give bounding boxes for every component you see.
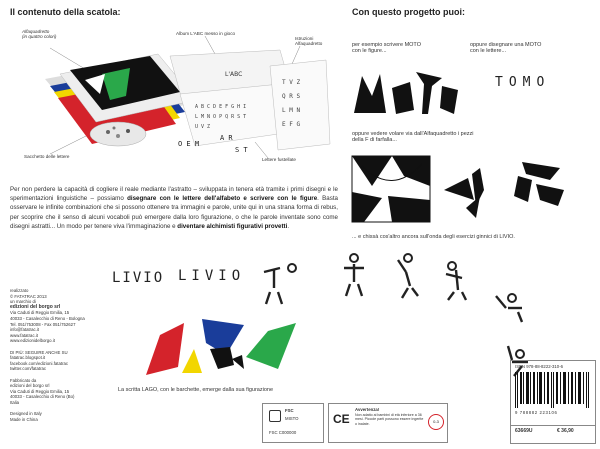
ce-warning-text: Non adatto ai bambini di età inferiore a 36 mesi. Piccole parti possono essere ingerite o inalate.	[355, 413, 424, 426]
publisher-info-line: © FATATRAC 2013	[10, 293, 47, 299]
publisher-info-line: Italia	[10, 399, 20, 405]
lago-caption: La scritta LAGO, con le barchette, emerge dalla sua figurazione	[118, 387, 274, 393]
publisher-info-line: realizzato	[10, 288, 29, 293]
label-sacchetto: Sacchetto delle lettere	[24, 154, 70, 159]
publisher-info-line: Via Caduti di Reggio Emilia, 15	[10, 388, 70, 394]
isbn-text: ISBN 978-88-8222-310-6	[515, 364, 564, 369]
fsc-code: FSC C000000	[269, 430, 297, 435]
publisher-info-line: edizioni del borgo srl	[10, 383, 50, 389]
publisher-info-line: www.edizionidelborgo.it	[10, 338, 55, 344]
ce-warning-title: Avvertenza!	[355, 407, 380, 412]
label-alfaquadretto: Alfaquadretto (in quattro colori)	[22, 29, 57, 39]
publisher-info-line: un marchio di	[10, 299, 36, 305]
price: € 36,90	[557, 428, 574, 434]
ce-warning-box	[328, 403, 448, 443]
right-heading: Con questo progetto puoi:	[352, 7, 465, 17]
fsc-brand: FSC	[285, 408, 294, 413]
publisher-info-line: Tel. 051/753008 - Fax 051/752627	[10, 321, 76, 327]
svg-text:T V Z: T V Z	[282, 79, 301, 86]
butterfly-pieces	[440, 160, 570, 220]
livio-word-1: LIVIO	[112, 270, 165, 286]
age-warning-icon: 0-3	[428, 414, 444, 430]
publisher-info-line: Fabbricato da	[10, 377, 37, 383]
caption-farfalla: oppure vedere volare via dall'Alfaquadretto i pezzi della F di farfalla...	[352, 131, 474, 143]
publisher-info-line: Via Caduti di Reggio Emilia, 15	[10, 310, 70, 316]
publisher-info-line: DI PIÙ: SEGUIRE ANCHE SU	[10, 349, 68, 355]
barcode-icon	[515, 372, 591, 408]
livio-word-2: LIVIO	[178, 268, 246, 284]
svg-text:Q R S: Q R S	[282, 93, 301, 100]
svg-text:A B C D E F G H I: A B C D E F G H I	[195, 104, 247, 110]
ce-mark-icon: CE	[333, 412, 350, 426]
fsc-tree-icon	[269, 410, 281, 422]
product-code: 63669U	[515, 428, 533, 434]
publisher-info-line: Made in China	[10, 416, 38, 422]
isbn-box	[510, 360, 596, 444]
moto-letters: TOMO	[495, 75, 551, 90]
fsc-box	[262, 403, 324, 443]
publisher-info-line: 40033 - Casalecchio di Reno (Bo)	[10, 394, 75, 400]
publisher-info	[10, 288, 110, 422]
publisher-info-line: fatatrac.blogspot.it	[10, 355, 46, 361]
svg-text:L M N O P Q R S T: L M N O P Q R S T	[195, 114, 247, 120]
svg-text:A R: A R	[220, 134, 233, 142]
moto-figure-shapes	[352, 68, 462, 118]
left-heading: Il contenuto della scatola:	[10, 7, 121, 17]
svg-text:U V Z: U V Z	[195, 124, 211, 130]
svg-text:E F G: E F G	[282, 121, 301, 128]
label-lettere: Lettere fustellate	[262, 157, 296, 162]
fsc-text: MISTO	[285, 416, 299, 421]
lago-shapes	[140, 315, 310, 385]
label-album: Album L'ABC messo in gioco	[176, 31, 236, 36]
caption-chissa: ... e chissà cos'altro ancora sull'onda degli esercizi ginnici di LIVIO.	[352, 234, 515, 240]
caption-moto-figure: per esempio scrivere MOTO con le figure...	[352, 42, 421, 54]
box-contents-illustration	[30, 34, 330, 164]
publisher-info-line: twitter.com/fatatrac	[10, 366, 47, 372]
publisher-info-line: info@fatatrac.it	[10, 327, 39, 333]
label-istruzioni: Istruzioni Alfaquadretto	[295, 36, 323, 46]
publisher-info-line: facebook.com/edizioni.fatatrac	[10, 360, 69, 366]
svg-text:O E M: O E M	[178, 140, 200, 148]
svg-text:S T: S T	[235, 146, 248, 154]
svg-text:L'ABC: L'ABC	[225, 71, 243, 78]
alfaquadretto-square	[352, 156, 430, 222]
barcode-digits: 9 788882 223106	[515, 410, 558, 415]
publisher-info-line: Designed in Italy	[10, 411, 42, 417]
publisher-info-line: 40033 - Casalecchio di Reno - Bologna	[10, 315, 85, 321]
caption-moto-lettere: oppure disegnare una MOTO con le lettere...	[470, 42, 542, 54]
intro-paragraph: Per non perdere la capacità di cogliere il reale mediante l'astratto – sviluppata in tenera età tramite i primi disegni e le sperimentazioni linguistiche – possiamo disegnare con le lettere dell'alfabeto e scrivere con le figure. Basta osservare le infinite combinazioni che si possono ottenere tra immagini e parole, unite qui in una strana forma di rebus, per scoprire che il senso di alcuni vocaboli può emergere dalla loro figurazione, o che le parole inventate sono come disegni astratti... Un modo per tenere viva l'immaginazione e diventare alchimisti figurativi provetti.	[10, 186, 338, 230]
publisher-info-line: edizioni del borgo srl	[10, 303, 61, 310]
svg-text:L M N: L M N	[282, 107, 301, 114]
publisher-info-line: www.fatatrac.it	[10, 332, 38, 338]
